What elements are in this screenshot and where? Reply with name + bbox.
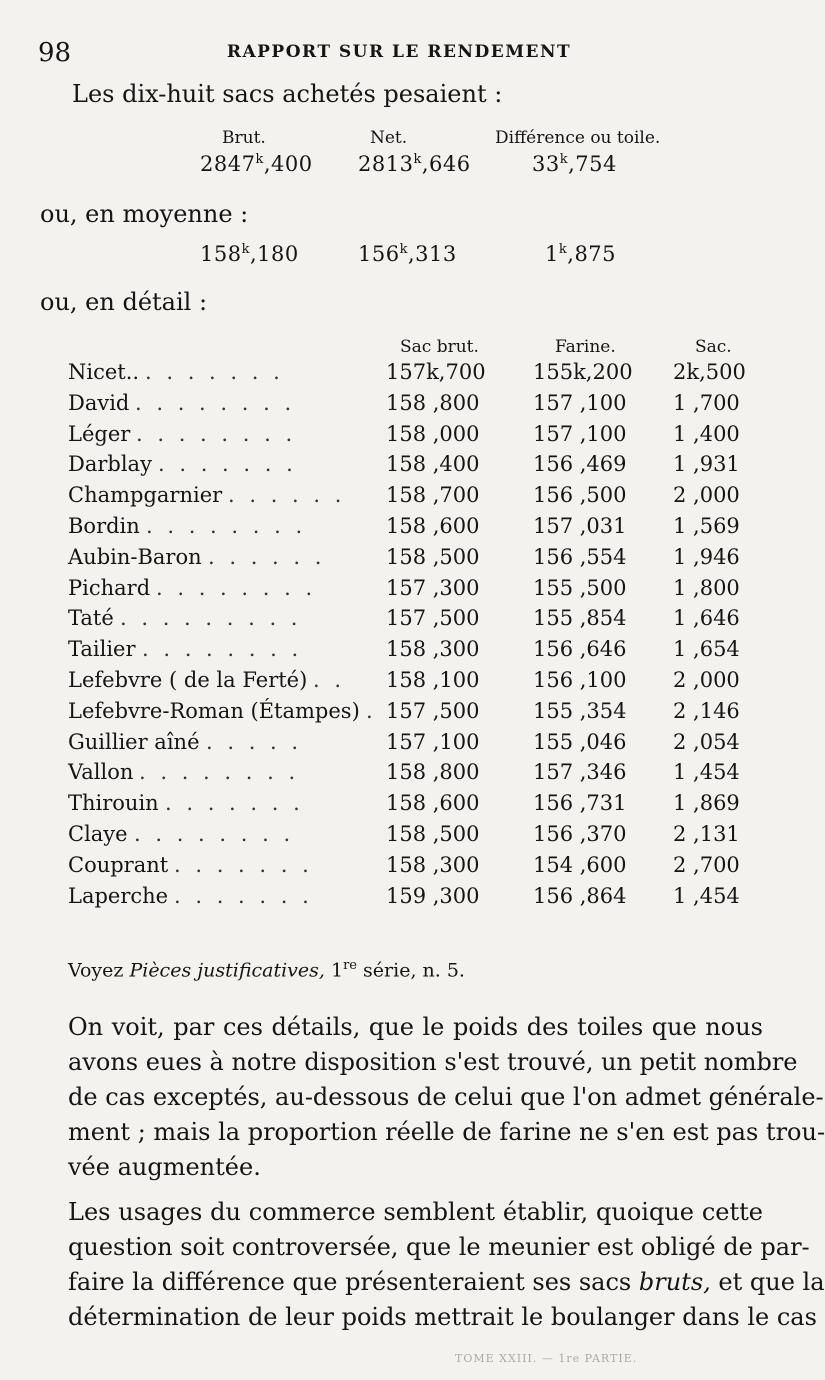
table-row	[68, 668, 768, 698]
row-farine: 156 ,864	[533, 883, 627, 908]
table-row	[68, 391, 768, 421]
table-row	[68, 791, 768, 821]
row-name: Couprant	[68, 852, 169, 877]
row-farine: 155 ,500	[533, 575, 627, 600]
table-header-sac: Sac.	[695, 337, 732, 357]
paragraph-1-line: ment ; mais la proportion réelle de farine ne s'en est pas trou-	[68, 1118, 825, 1146]
intro-text: Les dix-huit sacs achetés pesaient :	[72, 80, 503, 108]
row-dot-leader: . . . . . . . .	[135, 390, 296, 415]
paragraph-1-line: avons eues à notre disposition s'est trouvé, un petit nombre	[68, 1048, 798, 1076]
average-label: ou, en moyenne :	[40, 200, 249, 228]
row-sac-brut: 157 ,500	[386, 698, 480, 723]
row-name: Champgarnier	[68, 483, 223, 508]
totals-header-brut: Brut.	[222, 128, 266, 148]
page-number: 98	[38, 38, 72, 68]
row-sac: 1 ,654	[673, 637, 740, 662]
row-sac: 2 ,000	[673, 483, 740, 508]
row-farine: 157 ,346	[533, 760, 627, 785]
row-dot-leader: . . . . . . . .	[156, 575, 317, 600]
totals-header-net: Net.	[370, 128, 408, 148]
table-header-farine: Farine.	[555, 337, 616, 357]
table-header-sac-brut: Sac brut.	[400, 337, 479, 357]
row-name: Léger	[68, 421, 131, 446]
row-name: Aubin-Baron	[68, 544, 202, 569]
page-header	[38, 38, 760, 68]
row-sac-brut: 158 ,800	[386, 760, 480, 785]
row-dot-leader: . . . . . . .	[174, 852, 313, 877]
paragraph-1	[68, 1010, 825, 1185]
paragraph-1-line: vée augmentée.	[68, 1153, 261, 1181]
row-farine: 154 ,600	[533, 852, 627, 877]
paragraph-1-line: On voit, par ces détails, que le poids des toiles que nous	[68, 1013, 763, 1041]
row-sac-brut: 158 ,500	[386, 544, 480, 569]
row-dot-leader: . . . . . . . .	[142, 637, 303, 662]
row-farine: 157 ,100	[533, 390, 627, 415]
row-sac: 1 ,454	[673, 883, 740, 908]
row-name: Lefebvre-Roman (Étampes)	[68, 698, 360, 723]
row-dot-leader: . . . . . . . . .	[120, 606, 302, 631]
row-sac-brut: 158 ,600	[386, 514, 480, 538]
row-dot-leader: . . . . . . . .	[146, 514, 307, 538]
average-net: 156$^k$,313	[358, 242, 457, 266]
row-farine: 156 ,500	[533, 483, 627, 508]
totals-header-diff: Différence ou toile.	[495, 128, 661, 148]
row-dot-leader: . . . . . . .	[158, 452, 297, 477]
row-farine: 157 ,031	[533, 514, 627, 538]
table-row	[68, 514, 768, 544]
row-farine: 156 ,100	[533, 668, 627, 692]
table-row	[68, 360, 768, 390]
row-farine: 156 ,554	[533, 544, 627, 569]
table-row	[68, 760, 768, 790]
row-dot-leader: . . . . . . . .	[134, 822, 295, 846]
table-row	[68, 452, 768, 482]
row-sac-brut: 158 ,100	[386, 668, 480, 692]
row-name: Pichard	[68, 575, 151, 600]
row-dot-leader: . . . . . . .	[174, 883, 313, 908]
row-sac: 2 ,700	[673, 852, 740, 877]
row-name: Vallon	[68, 760, 134, 785]
table-row	[68, 483, 768, 513]
row-name: Tailier	[68, 637, 136, 662]
row-sac-brut: 158 ,400	[386, 452, 480, 477]
running-title: RAPPORT SUR LE RENDEMENT	[226, 42, 572, 62]
row-sac-brut: 158 ,300	[386, 852, 480, 877]
row-sac: 1 ,869	[673, 791, 740, 816]
row-sac: 1 ,700	[673, 390, 740, 415]
detail-label: ou, en détail :	[40, 288, 208, 316]
row-sac: 1 ,569	[673, 514, 740, 538]
row-sac-brut: 157 ,100	[386, 729, 480, 754]
paragraph-1-line: de cas exceptés, au-dessous de celui que l'on admet générale-	[68, 1083, 824, 1111]
row-farine: 157 ,100	[533, 421, 627, 446]
row-dot-leader: . . . . . .	[208, 544, 326, 569]
row-name: Guillier aîné	[68, 729, 200, 754]
row-sac-brut: 158 ,300	[386, 637, 480, 662]
row-farine: 155k,200	[533, 360, 633, 384]
average-diff: 1$^k$,875	[545, 242, 617, 266]
row-sac-brut: 159 ,300	[386, 883, 480, 908]
row-name: Lefebvre ( de la Ferté)	[68, 668, 308, 692]
row-sac-brut: 157 ,300	[386, 575, 480, 600]
row-sac: 2 ,131	[673, 822, 740, 846]
row-sac-brut: 158 ,600	[386, 791, 480, 816]
row-sac-brut: 158 ,800	[386, 390, 480, 415]
totals-diff: 33$^k$,754	[532, 152, 617, 176]
paragraph-2-line: question soit controversée, que le meunier est obligé de par-	[68, 1233, 810, 1261]
row-dot-leader: . . . . . . .	[165, 791, 304, 816]
row-dot-leader: . . . . .	[206, 729, 303, 754]
paragraph-2-line: Les usages du commerce semblent établir, quoique cette	[68, 1198, 763, 1226]
row-name: Taté	[68, 606, 114, 631]
row-sac: 1 ,946	[673, 544, 740, 569]
reference-note: Voyez Pièces justificatives, 1re série, n. 5.	[68, 958, 465, 982]
row-farine: 156 ,370	[533, 822, 627, 846]
row-name: David	[68, 390, 130, 415]
row-farine: 155 ,046	[533, 729, 627, 754]
totals-brut: 2847$^k$,400	[200, 152, 313, 176]
table-row	[68, 545, 768, 575]
row-sac: 1 ,646	[673, 606, 740, 631]
row-sac-brut: 158 ,000	[386, 421, 480, 446]
table-row	[68, 422, 768, 452]
row-dot-leader: .	[366, 698, 377, 723]
row-sac-brut: 158 ,500	[386, 822, 480, 846]
row-sac-brut: 157 ,500	[386, 606, 480, 631]
row-sac: 2k,500	[673, 360, 746, 384]
row-dot-leader: . . . . . . .	[145, 360, 284, 384]
paragraph-2	[68, 1195, 825, 1335]
average-brut: 158$^k$,180	[200, 242, 299, 266]
row-farine: 155 ,854	[533, 606, 627, 631]
row-sac: 1 ,931	[673, 452, 740, 477]
table-row	[68, 576, 768, 606]
totals-net: 2813$^k$,646	[358, 152, 471, 176]
row-name: Thirouin	[68, 791, 159, 816]
table-row	[68, 822, 768, 852]
row-name: Nicet..	[68, 360, 140, 384]
table-row	[68, 853, 768, 883]
table-row	[68, 637, 768, 667]
table-row	[68, 730, 768, 760]
row-sac: 1 ,454	[673, 760, 740, 785]
row-name: Bordin	[68, 514, 140, 538]
row-farine: 156 ,469	[533, 452, 627, 477]
row-farine: 156 ,646	[533, 637, 627, 662]
row-sac-brut: 157k,700	[386, 360, 486, 384]
row-sac: 2 ,054	[673, 729, 740, 754]
row-sac: 2 ,000	[673, 668, 740, 692]
row-dot-leader: . . . . . . . .	[139, 760, 300, 785]
row-sac-brut: 158 ,700	[386, 483, 480, 508]
table-row	[68, 884, 768, 914]
table-row	[68, 606, 768, 636]
row-name: Claye	[68, 822, 128, 846]
paragraph-2-line: faire la différence que présenteraient ses sacs bruts, et que la	[68, 1268, 825, 1296]
table-row	[68, 699, 768, 729]
row-dot-leader: . . . . . .	[228, 483, 346, 508]
row-sac: 1 ,400	[673, 421, 740, 446]
page-footer: TOME XXIII. — 1re PARTIE.	[455, 1352, 638, 1365]
paragraph-2-line: détermination de leur poids mettrait le boulanger dans le cas	[68, 1303, 817, 1331]
row-farine: 155 ,354	[533, 698, 627, 723]
row-sac: 2 ,146	[673, 698, 740, 723]
row-farine: 156 ,731	[533, 791, 627, 816]
row-name: Darblay	[68, 452, 152, 477]
row-sac: 1 ,800	[673, 575, 740, 600]
row-dot-leader: . . . . . . . .	[136, 421, 297, 446]
row-name: Laperche	[68, 883, 169, 908]
row-dot-leader: . .	[313, 668, 346, 692]
